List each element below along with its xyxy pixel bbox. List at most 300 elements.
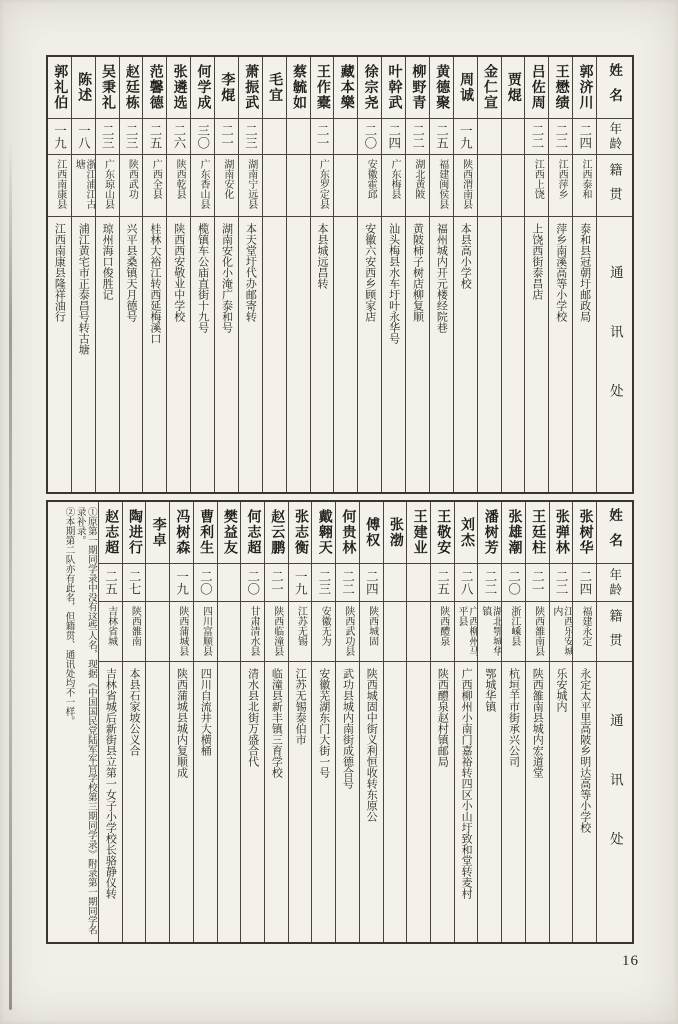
name-cell <box>550 502 573 564</box>
address-cell <box>287 217 310 492</box>
address-text: 榄镇车公庙直街十九号 <box>196 223 209 333</box>
origin-text: 江西乐安城内 <box>550 606 573 656</box>
name-cell <box>382 57 405 119</box>
age-cell <box>550 564 573 602</box>
name-cell <box>336 502 359 564</box>
address-cell <box>358 217 381 492</box>
origin-text: 陕西城固 <box>366 606 378 646</box>
age-cell <box>170 564 193 602</box>
entry-column <box>501 502 525 942</box>
address-text: 吉林省城后新街县立第一女子小学校长骆静仪转 <box>104 668 117 899</box>
age-text: 二四 <box>364 570 379 595</box>
age-text: 二八 <box>459 570 474 595</box>
entry-column <box>119 57 143 492</box>
origin-text: 安徽霍邱 <box>365 159 377 199</box>
name-cell <box>123 502 146 564</box>
name-cell <box>143 57 166 119</box>
address-text: 萍乡南溪高等小学校 <box>554 223 567 322</box>
name-text: 赵志超 <box>103 508 119 557</box>
footnote-1: ①原第一期同学录中没有这些人名，现据《中国国民党陆军军官学校第三期同学录》附录第一期同学名录补录。 <box>74 507 96 935</box>
name-cell <box>215 57 238 119</box>
age-text: 二二 <box>410 124 425 149</box>
origin-cell <box>406 155 429 217</box>
name-text: 萧振武 <box>243 63 259 112</box>
origin-cell <box>146 602 169 662</box>
entry-column <box>549 502 573 942</box>
name-text: 张弹林 <box>553 508 569 557</box>
header-name-label: 姓名 <box>607 62 623 113</box>
origin-cell <box>478 602 501 662</box>
name-cell <box>167 57 190 119</box>
age-cell <box>265 564 288 602</box>
address-cell <box>407 662 430 942</box>
age-text: 二二 <box>554 570 569 595</box>
origin-text: 江西上饶 <box>532 159 544 199</box>
origin-text: 福建闽侯县 <box>436 159 448 209</box>
name-cell <box>120 57 143 119</box>
name-cell <box>99 502 122 564</box>
name-cell <box>96 57 119 119</box>
origin-cell <box>431 602 454 662</box>
entry-column <box>572 502 596 942</box>
entry-column <box>286 57 310 492</box>
age-cell <box>215 119 238 155</box>
entry-column <box>383 502 407 942</box>
entry-column <box>501 57 525 492</box>
origin-cell <box>170 602 193 662</box>
address-text: 乐安城内 <box>554 668 567 712</box>
age-cell <box>455 564 478 602</box>
age-text: 二四 <box>577 570 592 595</box>
origin-text: 湖南宁远县 <box>245 159 257 209</box>
name-text: 刘杰 <box>459 516 474 549</box>
entry-column <box>240 502 264 942</box>
entry-column <box>122 502 146 942</box>
address-cell <box>502 217 525 492</box>
name-text: 潘树芳 <box>482 508 498 557</box>
address-text: 四川自流井大横桶 <box>199 668 212 756</box>
name-cell <box>406 57 429 119</box>
entry-column <box>548 57 572 492</box>
address-text: 临潼县新丰镇三育学校 <box>270 668 283 778</box>
origin-cell <box>360 602 383 662</box>
age-cell <box>502 564 525 602</box>
entry-column <box>381 57 405 492</box>
name-cell <box>239 57 262 119</box>
name-cell <box>263 57 286 119</box>
age-text: 二一 <box>315 124 330 149</box>
age-text: 二二 <box>340 570 355 595</box>
name-text: 张渤 <box>387 516 403 549</box>
entry-column <box>477 57 501 492</box>
age-text: 二五 <box>435 570 450 595</box>
address-cell <box>502 662 525 942</box>
address-text: 陕西雒南县城内宏道堂 <box>531 668 544 778</box>
age-cell <box>120 119 143 155</box>
origin-cell <box>99 602 122 662</box>
footnote-2: ②本期第二队亦有此名，但籍贯、通讯处均不一样。 <box>63 507 74 726</box>
address-cell <box>239 217 262 492</box>
address-text: 上饶西街泰昌店 <box>530 223 543 300</box>
age-cell <box>99 564 122 602</box>
age-cell <box>241 564 264 602</box>
header-column-top <box>596 57 632 492</box>
address-text: 福州城内开元楼经院巷 <box>435 223 448 333</box>
age-text: 二三 <box>124 124 139 149</box>
age-text: 二四 <box>386 124 401 149</box>
address-cell <box>218 662 241 942</box>
name-text: 吕佐周 <box>529 63 545 112</box>
age-text: 二二 <box>530 124 544 149</box>
register-table-top <box>46 55 634 494</box>
origin-cell <box>382 155 405 217</box>
header-name <box>597 502 632 564</box>
address-text: 杭垣羊市街承兴公司 <box>507 668 520 767</box>
origin-text: 陕西渭南县 <box>460 159 472 209</box>
header-address <box>597 217 632 492</box>
origin-cell <box>241 602 264 662</box>
address-cell <box>406 217 429 492</box>
age-cell <box>311 119 334 155</box>
address-text: 清水县北街万盛合代 <box>246 668 259 767</box>
entry-column <box>262 57 286 492</box>
address-cell <box>336 662 359 942</box>
origin-text: 广东琼山县 <box>102 159 114 209</box>
name-text: 徐宗尧 <box>362 63 378 112</box>
name-cell <box>549 57 572 119</box>
origin-cell <box>287 155 310 217</box>
origin-cell <box>502 602 525 662</box>
age-cell <box>525 119 548 155</box>
age-text: 二〇 <box>362 124 377 149</box>
age-cell <box>502 119 525 155</box>
entry-column <box>335 502 359 942</box>
header-origin-label: 籍贯 <box>607 609 623 658</box>
age-cell <box>454 119 477 155</box>
header-origin-label: 籍贯 <box>607 163 623 212</box>
name-text: 李焜 <box>219 71 235 104</box>
entry-column <box>288 502 312 942</box>
origin-cell <box>48 155 71 217</box>
age-cell <box>48 119 71 155</box>
name-text: 张志衡 <box>292 508 308 557</box>
entry-column <box>169 502 193 942</box>
origin-cell <box>573 155 596 217</box>
origin-text: 广东梅县 <box>388 159 400 199</box>
origin-text: 四川富顺县 <box>200 606 212 656</box>
entry-column <box>525 502 549 942</box>
age-cell <box>478 564 501 602</box>
age-cell <box>312 564 335 602</box>
address-cell <box>311 217 334 492</box>
name-cell <box>430 57 453 119</box>
entry-column <box>145 502 169 942</box>
address-text: 陕西蒲城县城内复顺成 <box>175 668 188 778</box>
name-text: 赵廷栋 <box>123 63 139 112</box>
address-cell <box>573 662 596 942</box>
origin-cell <box>263 155 286 217</box>
address-text: 武功县城内南街成德合号 <box>341 668 354 789</box>
name-text: 蔡毓如 <box>291 63 307 112</box>
address-cell <box>431 662 454 942</box>
age-text: 一八 <box>76 124 91 149</box>
entry-column <box>98 502 122 942</box>
name-text: 何贵林 <box>340 508 356 557</box>
origin-text: 江西南康县 <box>54 159 66 209</box>
age-text: 一九 <box>52 124 67 149</box>
origin-cell <box>526 602 549 662</box>
address-text: 安徽六安西乡顾家店 <box>363 223 376 322</box>
address-cell <box>382 217 405 492</box>
age-text: 二五 <box>103 570 118 595</box>
entry-column <box>264 502 288 942</box>
origin-cell <box>143 155 166 217</box>
origin-text: 江西萍乡 <box>556 159 568 199</box>
address-cell <box>478 217 501 492</box>
address-cell <box>525 217 548 492</box>
address-cell <box>123 662 146 942</box>
name-text: 范馨德 <box>147 63 163 112</box>
entry-column <box>333 57 357 492</box>
origin-cell <box>358 155 381 217</box>
address-cell <box>289 662 312 942</box>
header-age-label: 年龄 <box>607 567 622 598</box>
address-cell <box>241 662 264 942</box>
name-text: 周诚 <box>458 71 474 104</box>
address-cell <box>143 217 166 492</box>
entry-column <box>477 502 501 942</box>
name-text: 张树华 <box>577 508 593 557</box>
age-text: 二七 <box>127 570 142 595</box>
name-cell <box>191 57 214 119</box>
age-text: 三〇 <box>195 124 210 149</box>
entry-column <box>166 57 190 492</box>
header-column-bottom <box>596 502 632 942</box>
age-cell <box>123 564 146 602</box>
address-text: 安徽芜湖东门大街一号 <box>317 668 330 778</box>
address-cell <box>455 662 478 942</box>
origin-cell <box>239 155 262 217</box>
header-age <box>597 119 632 155</box>
age-cell <box>239 119 262 155</box>
address-cell <box>263 217 286 492</box>
name-text: 郭济川 <box>577 63 593 112</box>
scan-edge-artifact <box>9 138 12 1010</box>
name-text: 冯树森 <box>174 508 190 557</box>
age-cell <box>406 119 429 155</box>
age-cell <box>573 119 596 155</box>
address-cell <box>48 217 71 492</box>
name-cell <box>241 502 264 564</box>
address-cell <box>191 217 214 492</box>
entry-column <box>454 502 478 942</box>
age-cell <box>287 119 310 155</box>
age-cell <box>72 119 95 155</box>
entry-column <box>453 57 477 492</box>
name-text: 曹利生 <box>198 508 214 557</box>
age-text: 二三 <box>243 124 258 149</box>
origin-cell <box>123 602 146 662</box>
age-cell <box>384 564 407 602</box>
origin-text: 陕西乾县 <box>174 159 186 199</box>
name-text: 樊益友 <box>221 508 237 557</box>
address-text: 陕西城固中街义利恒收转东原公 <box>365 668 378 822</box>
name-cell <box>502 57 525 119</box>
name-cell <box>407 502 430 564</box>
name-text: 吴秉礼 <box>100 63 116 112</box>
name-text: 张雄潮 <box>506 508 522 557</box>
header-age-label: 年龄 <box>607 121 622 152</box>
age-text: 二一 <box>269 570 284 595</box>
age-text: 二一 <box>219 124 234 149</box>
entry-column <box>405 57 429 492</box>
name-cell <box>287 57 310 119</box>
name-cell <box>573 57 596 119</box>
name-cell <box>454 57 477 119</box>
origin-text: 陕西临潼县 <box>271 606 283 656</box>
name-cell <box>526 502 549 564</box>
age-cell <box>382 119 405 155</box>
entry-column <box>142 57 166 492</box>
age-cell <box>360 564 383 602</box>
age-text: 二五 <box>148 124 162 149</box>
address-text: 陕西西安敬业中学校 <box>172 223 185 322</box>
age-cell <box>218 564 241 602</box>
age-cell <box>263 119 286 155</box>
address-text: 桂林大裕江转西延梅溪口 <box>148 223 161 344</box>
address-text: 广西柳州小南门嘉裕转四区小山圩致和堂转麦村 <box>460 668 473 899</box>
name-cell <box>478 57 501 119</box>
origin-text: 吉林省城 <box>105 606 117 646</box>
address-text: 浦江黄宅市正泰昌号转古塘 <box>77 223 90 355</box>
age-cell <box>289 564 312 602</box>
entry-column <box>429 57 453 492</box>
address-cell <box>215 217 238 492</box>
name-text: 戴翱天 <box>316 508 332 557</box>
name-cell <box>384 502 407 564</box>
address-text: 本天堂圩代办邮寄转 <box>244 223 257 322</box>
address-text: 江苏无锡泰伯市 <box>294 668 307 745</box>
header-address-label: 通讯处 <box>607 265 623 444</box>
address-text: 本县城远昌转 <box>315 223 328 289</box>
name-text: 王建业 <box>411 508 427 557</box>
entry-column <box>357 57 381 492</box>
header-name <box>597 57 632 119</box>
origin-cell <box>72 155 95 217</box>
origin-cell <box>120 155 143 217</box>
name-cell <box>218 502 241 564</box>
entry-column <box>572 57 596 492</box>
age-cell <box>526 564 549 602</box>
age-text: 二〇 <box>245 570 260 595</box>
name-cell <box>289 502 312 564</box>
address-cell <box>312 662 335 942</box>
name-cell <box>334 57 357 119</box>
name-cell <box>478 502 501 564</box>
page-number: 16 <box>622 953 639 969</box>
entry-column <box>190 57 214 492</box>
address-cell <box>96 217 119 492</box>
origin-text: 陕西雒南 <box>129 606 141 646</box>
origin-text: 广西柳州马平县 <box>456 606 478 656</box>
name-text: 何志超 <box>245 508 261 557</box>
origin-cell <box>96 155 119 217</box>
entry-column <box>214 57 238 492</box>
origin-cell <box>334 155 357 217</box>
name-text: 毛宜 <box>267 71 283 104</box>
header-name-label: 姓名 <box>607 507 623 558</box>
address-cell <box>170 662 193 942</box>
name-cell <box>525 57 548 119</box>
address-cell <box>194 662 217 942</box>
address-text: 永定太平里高陂乡明达高等小学校 <box>578 668 591 833</box>
address-cell <box>550 662 573 942</box>
address-text: 江西南康县隆祥油行 <box>53 223 66 322</box>
address-cell <box>573 217 596 492</box>
origin-text: 江苏无锡 <box>295 606 307 646</box>
age-text: 一九 <box>174 570 189 595</box>
origin-text: 陕西武功县 <box>342 606 354 656</box>
origin-cell <box>215 155 238 217</box>
name-text: 赵云鹏 <box>269 508 285 557</box>
origin-cell <box>384 602 407 662</box>
name-text: 李卓 <box>150 516 166 549</box>
name-text: 王廷柱 <box>530 508 546 557</box>
age-cell <box>143 119 166 155</box>
age-text: 二四 <box>577 124 592 149</box>
origin-text: 陕西蒲城县 <box>176 606 188 656</box>
origin-cell <box>478 155 501 217</box>
footnote-text <box>50 507 96 938</box>
age-text: 二六 <box>171 124 186 149</box>
name-text: 傅权 <box>364 516 380 549</box>
address-cell <box>430 217 453 492</box>
age-cell <box>573 564 596 602</box>
origin-text: 陕西武功 <box>126 159 138 199</box>
age-text: 二三 <box>100 124 115 149</box>
age-text: 二三 <box>316 570 331 595</box>
origin-text: 福建永定 <box>580 606 592 646</box>
origin-cell <box>525 155 548 217</box>
name-text: 郭礼伯 <box>52 63 68 112</box>
name-cell <box>312 502 335 564</box>
age-cell <box>358 119 381 155</box>
age-cell <box>478 119 501 155</box>
age-text: 二二 <box>553 124 568 149</box>
age-text: 二二 <box>482 570 497 595</box>
name-text: 陶进行 <box>126 508 142 557</box>
register-table-bottom <box>46 500 634 944</box>
origin-text: 浙江浦江古塘 <box>73 159 95 209</box>
age-text: 二〇 <box>506 570 521 595</box>
age-text: 二〇 <box>198 570 213 595</box>
name-cell <box>573 502 596 564</box>
address-cell <box>526 662 549 942</box>
header-origin <box>597 155 632 217</box>
name-text: 何学成 <box>195 63 211 112</box>
name-cell <box>311 57 334 119</box>
origin-text: 广东香山县 <box>197 159 209 209</box>
origin-cell <box>311 155 334 217</box>
origin-text: 安徽无为 <box>319 606 331 646</box>
origin-text: 湖北鄂城华镇 <box>479 606 502 656</box>
entry-column <box>48 57 71 492</box>
age-text: 二五 <box>434 124 449 149</box>
age-cell <box>430 119 453 155</box>
address-text: 兴平县桑镇天月德号 <box>124 223 137 322</box>
entry-column <box>406 502 430 942</box>
name-text: 柳野青 <box>410 63 426 112</box>
